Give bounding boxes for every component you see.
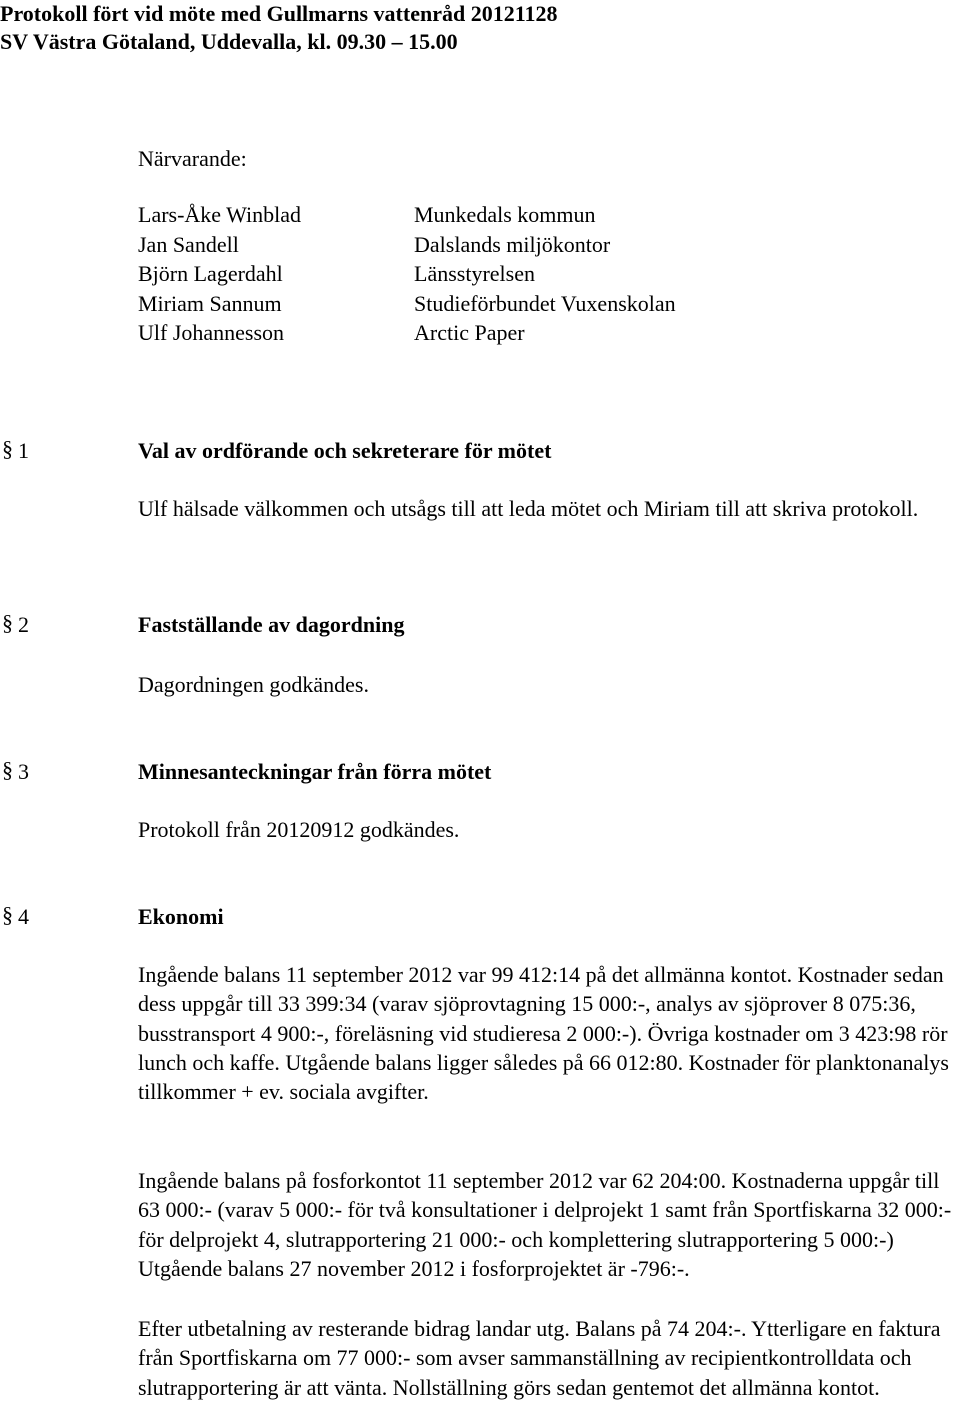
paragraph-mark: § [2, 757, 13, 782]
attendee-org: Studieförbundet Vuxenskolan [414, 290, 676, 316]
section-number: 4 [18, 904, 29, 929]
document-title-line-2: SV Västra Götaland, Uddevalla, kl. 09.30 – 15.00 [0, 29, 458, 54]
attendee-name: Björn Lagerdahl [138, 261, 283, 286]
section-title: Val av ordförande och sekreterare för mötet [138, 438, 552, 463]
attendee-org: Arctic Paper [414, 320, 525, 345]
section-2-paragraph: Dagordningen godkändes. [138, 672, 369, 697]
section-4-paragraph-1: Ingående balans 11 september 2012 var 99 412:14 på det allmänna kontot. Kostnader sedan dess uppgår till 33 399:34 (varav sjöprovtagning 15 000:-, analys av sjöprover 8 075:36, busstransport 4 900:-, föreläsning vid studieresa 2 000:-). Övriga kostnader om 3 423:98 rör lunch och kaffe. Utgående balans ligger således på 66 012:80. Kostnader för planktonanalys tillkommer + ev. sociala avgifter. [138, 962, 949, 1105]
attendance-label: Närvarande: [138, 146, 247, 171]
section-number: 2 [18, 612, 29, 637]
section-number: 3 [18, 759, 29, 784]
attendee-org: Dalslands miljökontor [414, 231, 611, 257]
section-title: Fastställande av dagordning [138, 612, 405, 637]
section-4-paragraph-2: Ingående balans på fosforkontot 11 september 2012 var 62 204:00. Kostnaderna uppgår till 63 000:- (varav 5 000:- för två konsultationer i delprojekt 1 samt från Sportfiskarna 32 000:- för delprojekt 4, slutrapportering 21 000:- och komplettering slutrapportering 5 000:-) Utgående balans 27 november 2012 i fosforprojektet är -796:-. [138, 1168, 952, 1281]
document-title-line-1: Protokoll fört vid möte med Gullmarns vattenråd 20121128 [0, 1, 558, 26]
attendee-name: Ulf Johannesson [138, 320, 285, 345]
paragraph-mark: § [2, 610, 13, 635]
attendee-org: Länsstyrelsen [414, 261, 535, 286]
attendee-name: Jan Sandell [138, 231, 239, 257]
section-4-paragraph-3: Efter utbetalning av resterande bidrag landar utg. Balans på 74 204:-. Ytterligare en faktura från Sportfiskarna om 77 000:- som avser sammanställning av recipientkontrolldata och slutrapportering är att vänta. Nollställning görs sedan gentemot det allmänna kontot. [138, 1316, 941, 1400]
section-number: 1 [18, 438, 29, 463]
attendee-organizations [414, 200, 676, 348]
paragraph-mark: § [2, 436, 13, 461]
section-1-paragraph: Ulf hälsade välkommen och utsågs till att leda mötet och Miriam till att skriva protokoll. [138, 496, 919, 521]
attendee-name: Miriam Sannum [138, 290, 282, 316]
section-title: Ekonomi [138, 904, 224, 929]
section-3-paragraph: Protokoll från 20120912 godkändes. [138, 817, 460, 842]
section-title: Minnesanteckningar från förra mötet [138, 759, 492, 784]
attendee-org: Munkedals kommun [414, 202, 596, 227]
attendee-name: Lars-Åke Winblad [138, 202, 302, 227]
attendee-names [138, 200, 301, 348]
paragraph-mark: § [2, 902, 13, 927]
